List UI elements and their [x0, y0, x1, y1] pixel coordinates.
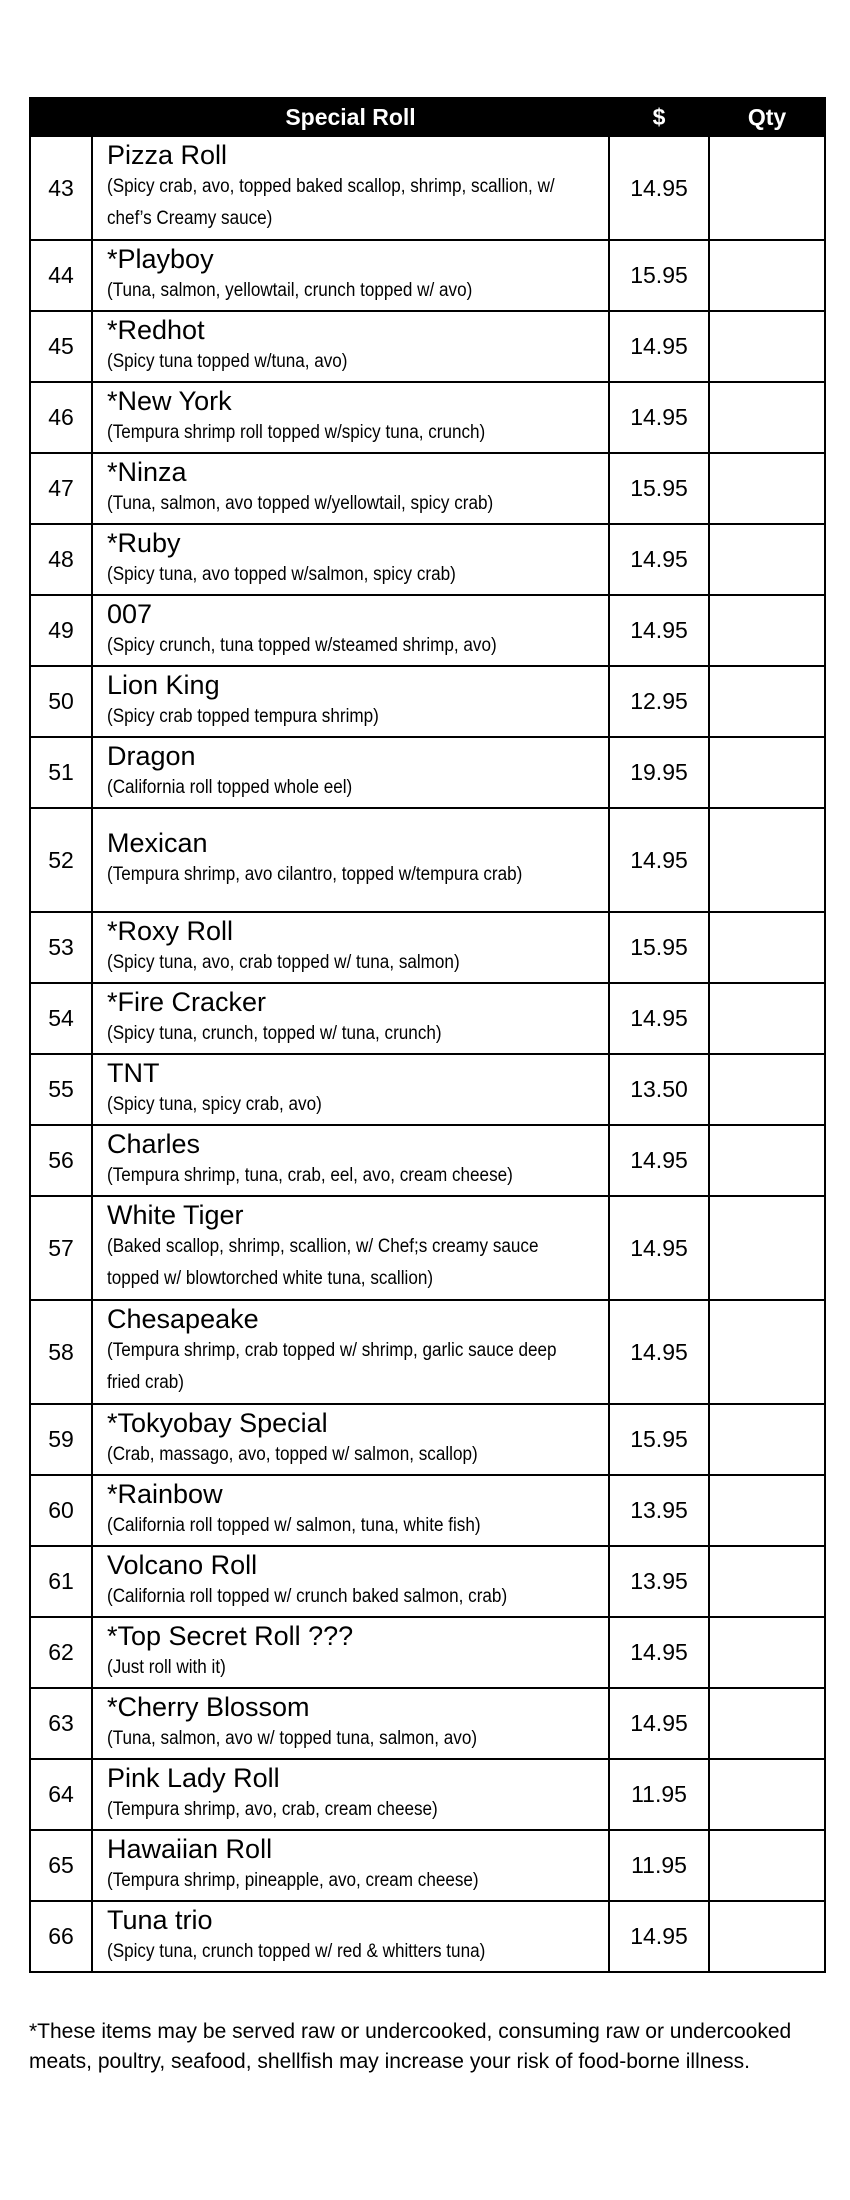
qty-entry-cell[interactable] [709, 136, 825, 240]
item-description: (Spicy tuna, crunch, topped w/ tuna, crunch) [107, 1022, 442, 1044]
item-number: 60 [30, 1475, 92, 1546]
item-name: *Ruby [107, 527, 181, 558]
item-name: 007 [107, 598, 153, 629]
qty-entry-cell[interactable] [709, 1404, 825, 1475]
item-price: 14.95 [609, 808, 709, 912]
item-price: 14.95 [609, 1617, 709, 1688]
item-name: Tuna trio [107, 1904, 213, 1935]
item-number: 57 [30, 1196, 92, 1300]
item-name: Pink Lady Roll [107, 1762, 280, 1793]
item-description: (Spicy crab, avo, topped baked scallop, shrimp, scallion, w/ chef’s Creamy sauce) [107, 176, 555, 229]
qty-entry-cell[interactable] [709, 737, 825, 808]
menu-rows [30, 136, 825, 1972]
item-cell [92, 1688, 609, 1759]
item-description: (Tempura shrimp, pineapple, avo, cream cheese) [107, 1869, 479, 1891]
item-price: 14.95 [609, 524, 709, 595]
item-number: 65 [30, 1830, 92, 1901]
item-description: (Tempura shrimp, tuna, crab, eel, avo, cream cheese) [107, 1164, 513, 1186]
item-name: Pizza Roll [107, 140, 228, 170]
item-price: 14.95 [609, 1196, 709, 1300]
menu-row [30, 595, 825, 666]
qty-entry-cell[interactable] [709, 382, 825, 453]
header-title: Special Roll [92, 98, 609, 136]
menu-row [30, 1901, 825, 1972]
menu-row [30, 737, 825, 808]
menu-row [30, 1125, 825, 1196]
item-number: 46 [30, 382, 92, 453]
item-description: (Tempura shrimp roll topped w/spicy tuna, crunch) [107, 421, 486, 443]
item-number: 48 [30, 524, 92, 595]
item-price: 14.95 [609, 136, 709, 240]
menu-row [30, 1475, 825, 1546]
item-cell [92, 240, 609, 311]
item-cell [92, 1404, 609, 1475]
item-name: *Cherry Blossom [107, 1691, 310, 1722]
qty-entry-cell[interactable] [709, 595, 825, 666]
menu-row [30, 240, 825, 311]
item-cell [92, 1617, 609, 1688]
item-price: 19.95 [609, 737, 709, 808]
item-price: 13.95 [609, 1475, 709, 1546]
item-name: Dragon [107, 740, 196, 771]
menu-row [30, 1196, 825, 1300]
item-description: (Spicy tuna, avo topped w/salmon, spicy crab) [107, 563, 456, 585]
menu-row [30, 1617, 825, 1688]
item-price: 13.95 [609, 1546, 709, 1617]
item-description: (Tuna, salmon, avo w/ topped tuna, salmon, avo) [107, 1727, 478, 1749]
item-cell [92, 1546, 609, 1617]
item-number: 64 [30, 1759, 92, 1830]
qty-entry-cell[interactable] [709, 1475, 825, 1546]
item-description: (Baked scallop, shrimp, scallion, w/ Chef;s creamy sauce topped w/ blowtorched white tuna, scallion) [107, 1236, 539, 1289]
item-number: 63 [30, 1688, 92, 1759]
table-header-row [30, 98, 825, 136]
qty-entry-cell[interactable] [709, 524, 825, 595]
item-number: 58 [30, 1300, 92, 1404]
item-cell [92, 311, 609, 382]
item-price: 11.95 [609, 1830, 709, 1901]
item-cell [92, 453, 609, 524]
item-name: *Ninza [107, 456, 187, 487]
item-number: 56 [30, 1125, 92, 1196]
qty-entry-cell[interactable] [709, 1901, 825, 1972]
item-price: 15.95 [609, 453, 709, 524]
item-description: (Spicy crab topped tempura shrimp) [107, 705, 379, 727]
item-number: 66 [30, 1901, 92, 1972]
qty-entry-cell[interactable] [709, 1759, 825, 1830]
item-description: (California roll topped w/ crunch baked salmon, crab) [107, 1585, 508, 1607]
item-number: 43 [30, 136, 92, 240]
item-name: Charles [107, 1128, 201, 1159]
item-cell [92, 983, 609, 1054]
menu-row [30, 382, 825, 453]
item-price: 14.95 [609, 311, 709, 382]
item-cell [92, 595, 609, 666]
item-number: 51 [30, 737, 92, 808]
qty-entry-cell[interactable] [709, 311, 825, 382]
menu-row [30, 1688, 825, 1759]
header-number-cell [30, 98, 92, 136]
header-qty: Qty [709, 98, 825, 136]
item-description: (California roll topped w/ salmon, tuna, white fish) [107, 1514, 481, 1536]
menu-row [30, 1300, 825, 1404]
item-cell [92, 666, 609, 737]
item-cell [92, 912, 609, 983]
item-price: 15.95 [609, 240, 709, 311]
item-cell [92, 1196, 609, 1300]
item-description: (Tempura shrimp, avo, crab, cream cheese) [107, 1798, 438, 1820]
item-price: 11.95 [609, 1759, 709, 1830]
item-number: 50 [30, 666, 92, 737]
item-description: (California roll topped whole eel) [107, 776, 353, 798]
qty-entry-cell[interactable] [709, 1688, 825, 1759]
menu-row [30, 1759, 825, 1830]
item-name: Mexican [107, 828, 208, 858]
item-price: 14.95 [609, 1901, 709, 1972]
item-cell [92, 808, 609, 912]
item-name: Volcano Roll [107, 1549, 258, 1580]
item-name: *New York [107, 385, 232, 416]
menu-row [30, 524, 825, 595]
item-description: (Spicy tuna, crunch topped w/ red & whitters tuna) [107, 1940, 486, 1962]
qty-entry-cell[interactable] [709, 453, 825, 524]
qty-entry-cell[interactable] [709, 1546, 825, 1617]
item-price: 14.95 [609, 1125, 709, 1196]
item-number: 53 [30, 912, 92, 983]
item-description: (Spicy tuna topped w/tuna, avo) [107, 350, 348, 372]
qty-entry-cell[interactable] [709, 1125, 825, 1196]
item-price: 15.95 [609, 912, 709, 983]
item-number: 45 [30, 311, 92, 382]
menu-row [30, 311, 825, 382]
item-cell [92, 382, 609, 453]
item-cell [92, 524, 609, 595]
item-cell [92, 136, 609, 240]
item-cell [92, 1125, 609, 1196]
item-name: *Redhot [107, 314, 205, 345]
item-name: Hawaiian Roll [107, 1833, 273, 1864]
menu-row [30, 453, 825, 524]
raw-food-disclaimer: *These items may be served raw or undercooked, consuming raw or undercooked meats, poultry, seafood, shellfish may increase your risk of food-borne illness. [29, 2020, 792, 2073]
item-number: 59 [30, 1404, 92, 1475]
item-number: 54 [30, 983, 92, 1054]
item-number: 62 [30, 1617, 92, 1688]
qty-entry-cell[interactable] [709, 240, 825, 311]
item-name: Lion King [107, 669, 220, 700]
item-name: White Tiger [107, 1200, 244, 1230]
qty-entry-cell[interactable] [709, 912, 825, 983]
special-roll-menu-table [29, 97, 826, 1973]
item-cell [92, 1300, 609, 1404]
qty-entry-cell[interactable] [709, 808, 825, 912]
item-description: (Tuna, salmon, yellowtail, crunch topped w/ avo) [107, 279, 473, 301]
menu-row [30, 666, 825, 737]
qty-entry-cell[interactable] [709, 1617, 825, 1688]
item-description: (Spicy crunch, tuna topped w/steamed shrimp, avo) [107, 634, 497, 656]
header-price: $ [609, 98, 709, 136]
item-description: (Just roll with it) [107, 1656, 226, 1678]
menu-row [30, 983, 825, 1054]
menu-row [30, 1546, 825, 1617]
qty-entry-cell[interactable] [709, 983, 825, 1054]
item-price: 15.95 [609, 1404, 709, 1475]
qty-entry-cell[interactable] [709, 1054, 825, 1125]
item-number: 52 [30, 808, 92, 912]
item-price: 14.95 [609, 1688, 709, 1759]
item-cell [92, 1475, 609, 1546]
item-name: *Fire Cracker [107, 986, 267, 1017]
qty-entry-cell[interactable] [709, 1830, 825, 1901]
item-description: (Spicy tuna, avo, crab topped w/ tuna, salmon) [107, 951, 460, 973]
item-description: (Crab, massago, avo, topped w/ salmon, scallop) [107, 1443, 478, 1465]
item-name: *Playboy [107, 243, 214, 274]
item-price: 13.50 [609, 1054, 709, 1125]
item-number: 44 [30, 240, 92, 311]
menu-row [30, 1054, 825, 1125]
menu-row [30, 1404, 825, 1475]
qty-entry-cell[interactable] [709, 1196, 825, 1300]
item-description: (Spicy tuna, spicy crab, avo) [107, 1093, 322, 1115]
item-description: (Tempura shrimp, crab topped w/ shrimp, garlic sauce deep fried crab) [107, 1340, 557, 1393]
item-number: 49 [30, 595, 92, 666]
item-price: 14.95 [609, 1300, 709, 1404]
item-cell [92, 737, 609, 808]
item-cell [92, 1054, 609, 1125]
item-name: Chesapeake [107, 1304, 259, 1334]
item-number: 61 [30, 1546, 92, 1617]
item-number: 47 [30, 453, 92, 524]
item-price: 14.95 [609, 382, 709, 453]
menu-row [30, 136, 825, 240]
item-cell [92, 1830, 609, 1901]
item-name: *Tokyobay Special [107, 1407, 328, 1438]
item-price: 14.95 [609, 983, 709, 1054]
item-price: 14.95 [609, 595, 709, 666]
item-name: *Roxy Roll [107, 915, 234, 946]
menu-row [30, 808, 825, 912]
item-name: TNT [107, 1057, 160, 1088]
item-number: 55 [30, 1054, 92, 1125]
menu-row [30, 1830, 825, 1901]
item-cell [92, 1759, 609, 1830]
qty-entry-cell[interactable] [709, 666, 825, 737]
menu-row [30, 912, 825, 983]
item-description: (Tempura shrimp, avo cilantro, topped w/tempura crab) [107, 864, 523, 885]
item-name: *Rainbow [107, 1478, 223, 1509]
item-cell [92, 1901, 609, 1972]
qty-entry-cell[interactable] [709, 1300, 825, 1404]
item-price: 12.95 [609, 666, 709, 737]
item-description: (Tuna, salmon, avo topped w/yellowtail, spicy crab) [107, 492, 494, 514]
item-name: *Top Secret Roll ??? [107, 1620, 354, 1651]
